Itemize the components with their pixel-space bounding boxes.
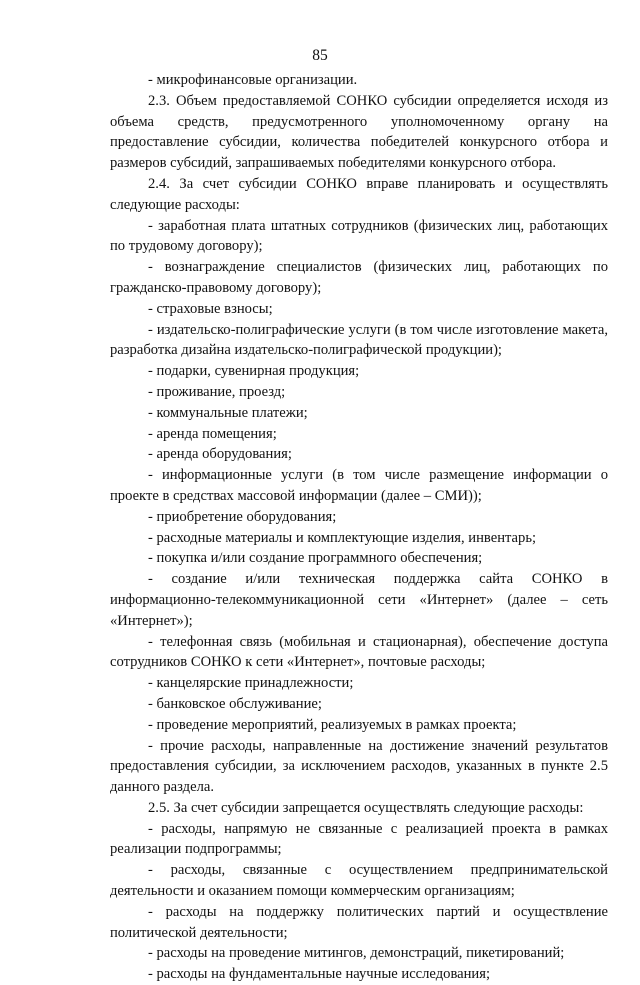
allowed-expense-item: - заработная плата штатных сотрудников (физических лиц, работающих по трудовому договору); (110, 217, 608, 255)
allowed-expense-item: - аренда помещения; (148, 425, 277, 442)
list-item-microfinance: - микрофинансовые организации. (148, 72, 358, 88)
allowed-expense-item: - приобретение оборудования; (148, 508, 337, 525)
allowed-expense-item: - страховые взносы; (148, 300, 273, 317)
prohibited-expense-item: - расходы на фундаментальные научные исследования; (148, 966, 491, 983)
prohibited-expense-item: - расходы на поддержку политических партий и осуществление политической деятельности; (110, 903, 608, 941)
allowed-expense-item: - коммунальные платежи; (148, 404, 308, 421)
allowed-expense-item: - проживание, проезд; (148, 383, 286, 400)
page-number: 85 (312, 47, 328, 64)
allowed-expense-item: - прочие расходы, направленные на достижение значений результатов предоставления субсидии, за исключением расходов, указанных в пункте 2.5 данного раздела. (110, 737, 608, 796)
allowed-expense-item: - издательско-полиграфические услуги (в том числе изготовление макета, разработка дизайна издательско-полиграфической продукции); (110, 321, 608, 359)
allowed-expense-item: - информационные услуги (в том числе размещение информации о проекте в средствах массовой информации (далее – СМИ)); (110, 467, 608, 504)
document-body (110, 70, 608, 985)
prohibited-expense-item: - расходы, связанные с осуществлением предпринимательской деятельности и оказанием помощи коммерческим организациям; (110, 862, 608, 900)
allowed-expense-item: - расходные материалы и комплектующие изделия, инвентарь; (148, 529, 537, 546)
allowed-expense-item: - подарки, сувенирная продукция; (148, 363, 360, 380)
allowed-expense-item: - создание и/или техническая поддержка сайта СОНКО в информационно-телекоммуникационной сети «Интернет» (далее – сеть «Интернет»); (110, 571, 608, 629)
allowed-expense-item: - аренда оборудования; (148, 446, 292, 463)
paragraph-2-4: 2.4. За счет субсидии СОНКО вправе планировать и осуществлять следующие расходы: (110, 175, 608, 213)
allowed-expense-item: - вознаграждение специалистов (физических лиц, работающих по гражданско-правовому договору); (110, 259, 608, 296)
paragraph-2-5: 2.5. За счет субсидии запрещается осуществлять следующие расходы: (148, 799, 584, 816)
allowed-expense-item: - телефонная связь (мобильная и стационарная), обеспечение доступа сотрудников СОНКО к сети «Интернет», почтовые расходы; (110, 633, 608, 671)
allowed-expense-item: - банковское обслуживание; (148, 695, 322, 712)
allowed-expense-item: - канцелярские принадлежности; (148, 675, 354, 692)
prohibited-expense-item: - расходы на проведение митингов, демонстраций, пикетирований; (148, 945, 565, 962)
allowed-expense-item: - проведение мероприятий, реализуемых в рамках проекта; (148, 716, 517, 733)
paragraph-2-3: 2.3. Объем предоставляемой СОНКО субсидии определяется исходя из объема средств, предусмотренного уполномоченному органу на предоставление субсидии, количества победителей конкурсного отбора и размеров субсидий, запрашиваемых победителями конкурсного отбора. (110, 92, 608, 172)
prohibited-expense-item: - расходы, напрямую не связанные с реализацией проекта в рамках реализации подпрограммы; (110, 820, 608, 858)
allowed-expense-item: - покупка и/или создание программного обеспечения; (148, 550, 483, 567)
